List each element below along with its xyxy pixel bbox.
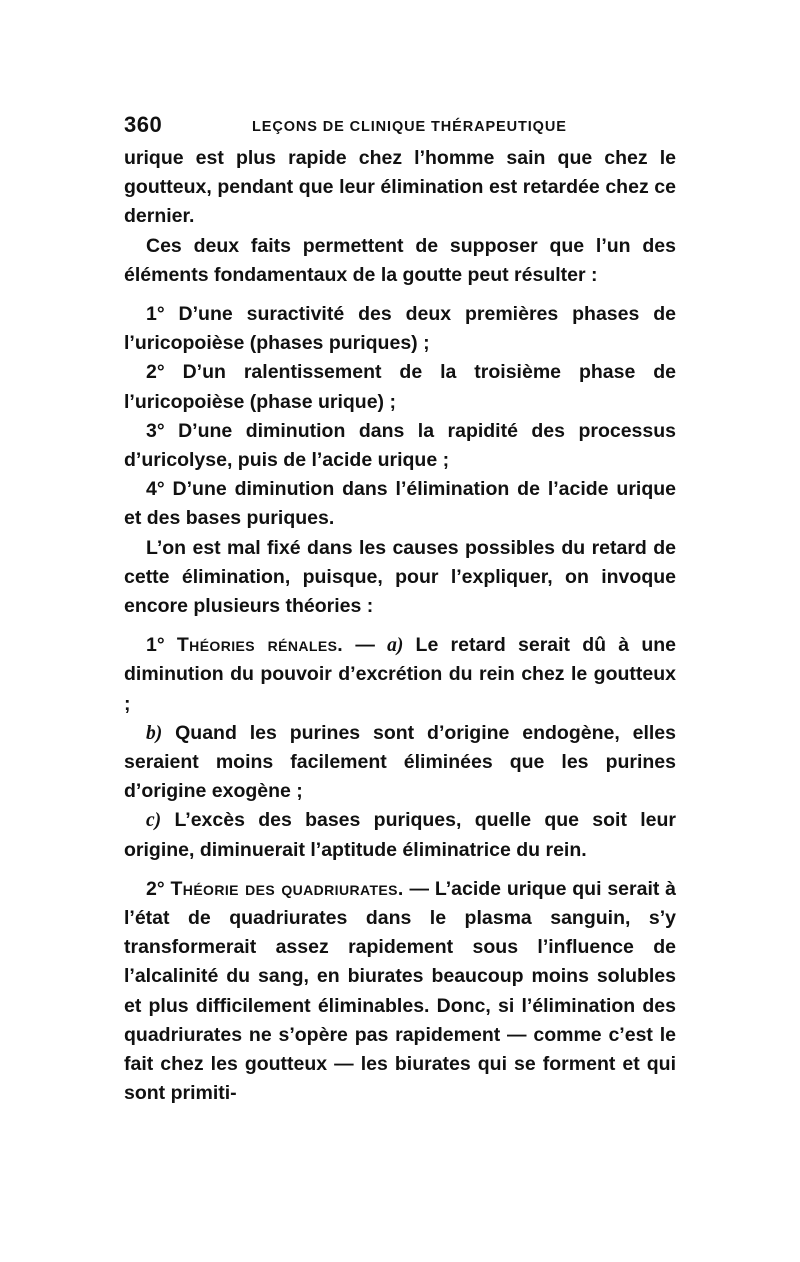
- theory-renal-b-text: Quand les purines sont d’origine endogène, elles seraient moins facilement éliminées que les purines d’origine exogène ;: [124, 721, 676, 803]
- theory-renal: [124, 631, 676, 719]
- theory-renal-heading: Théories rénales.: [176, 634, 344, 657]
- theory-renal-a-text: Le retard serait dû à une diminution du pouvoir d’excrétion du rein chez le goutteux ;: [124, 634, 677, 715]
- theory-renal-c: [124, 806, 676, 864]
- theory-renal-dash: —: [355, 634, 375, 657]
- body-text: [124, 144, 676, 1109]
- running-head: [124, 112, 676, 144]
- list-item-1: 1° D’une suractivité des deux premières phases de l’uricopoièse (phases puriques) ;: [124, 303, 676, 355]
- theory-renal-c-text: L’excès des bases puriques, quelle que soit leur origine, diminuerait l’aptitude éliminatrice du rein.: [124, 809, 676, 861]
- paragraph-continuation: urique est plus rapide chez l’homme sain que chez le goutteux, pendant que leur élimination est retardée chez ce dernier.: [124, 147, 676, 228]
- page-number: 360: [124, 112, 163, 137]
- theory-renal-number: 1°: [146, 634, 165, 657]
- theory-renal-a-label: a): [387, 635, 404, 657]
- running-title: LEÇONS DE CLINIQUE THÉRAPEUTIQUE: [252, 119, 567, 135]
- list-item-2: 2° D’un ralentissement de la troisième phase de l’uricopoièse (phase urique) ;: [124, 361, 676, 413]
- theory-quadriurates: [124, 875, 676, 1109]
- paragraph-hypothesis: Ces deux faits permettent de supposer que l’un des éléments fondamentaux de la goutte peut résulter :: [124, 234, 676, 286]
- list-item-4: 4° D’une diminution dans l’élimination de l’acide urique et des bases puriques.: [124, 478, 676, 530]
- paragraph-theories-intro: L’on est mal fixé dans les causes possibles du retard de cette élimination, puisque, pour l’expliquer, on invoque encore plusieurs théories :: [124, 536, 676, 618]
- theory-renal-c-label: c): [146, 810, 162, 832]
- book-page: [124, 112, 676, 1109]
- theory-renal-b: [124, 719, 676, 807]
- list-item-3: 3° D’une diminution dans la rapidité des processus d’uricolyse, puis de l’acide urique ;: [124, 419, 676, 472]
- theory-quadriurates-heading: Théorie des quadriurates.: [170, 877, 404, 900]
- theory-quadriurates-dash: —: [409, 877, 430, 900]
- theory-quadriurates-number: 2°: [146, 877, 165, 900]
- theory-renal-b-label: b): [146, 722, 163, 744]
- theory-quadriurates-text: L’acide urique qui serait à l’état de quadriurates dans le plasma sanguin, s’y transformerait assez rapidement sous l’influence de l’alcalinité du sang, en biurates beaucoup moins solubles et plus difficilement éliminables. Donc, si l’élimination des quadriurates ne s’opère pas rapidement — comme c’est le fait chez les goutteux — les biurates qui se forment et qui sont primiti-: [124, 877, 677, 1105]
